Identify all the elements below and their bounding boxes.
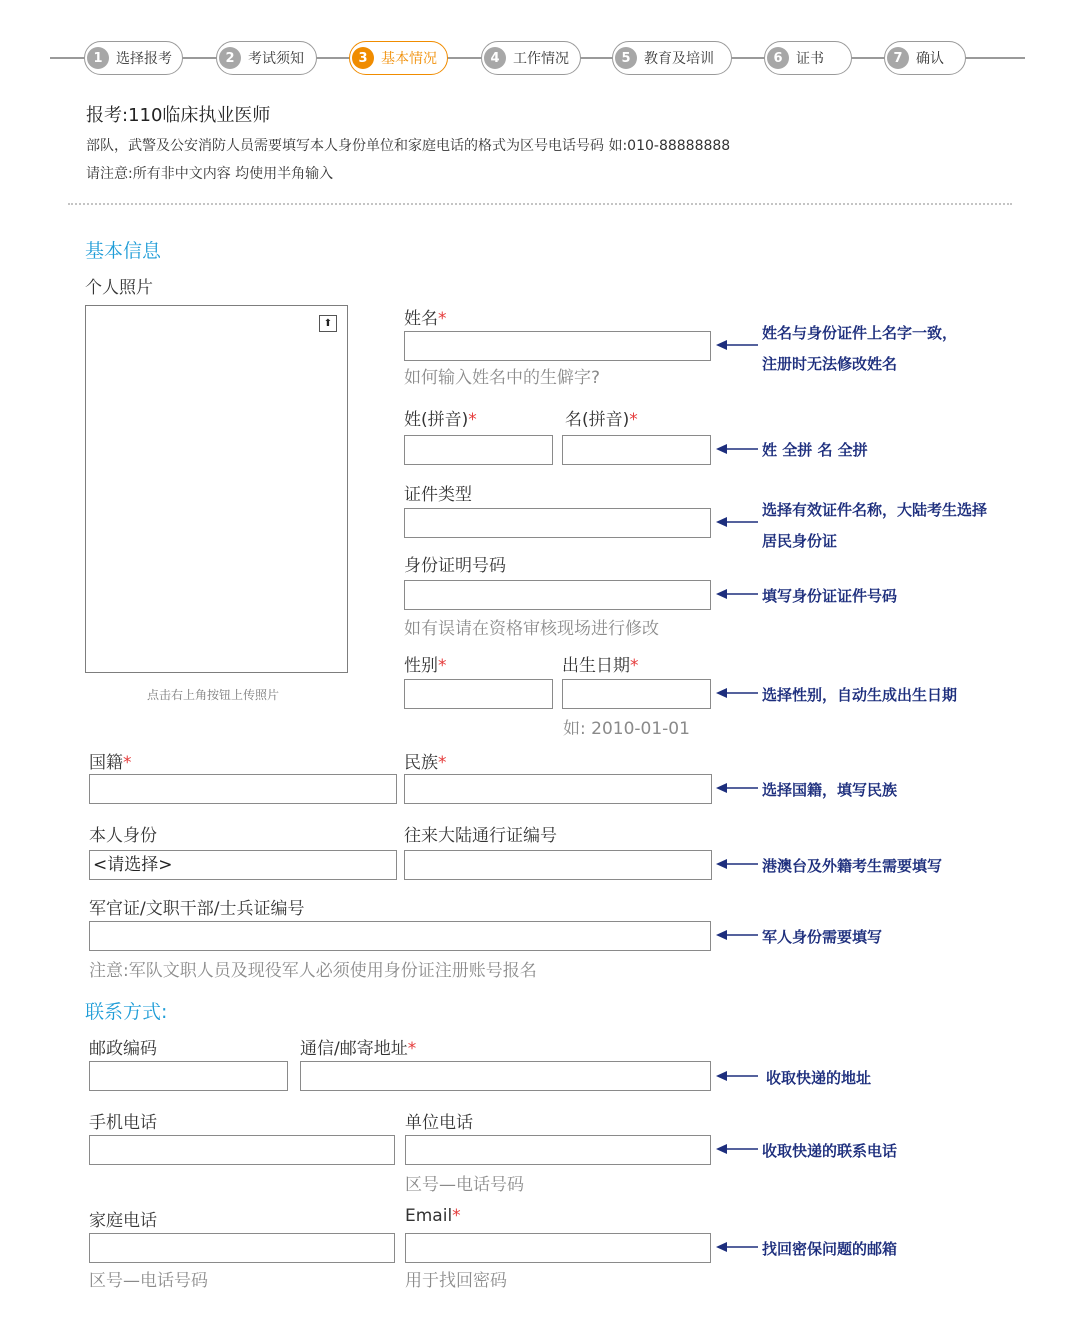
required-mark: * (438, 309, 447, 329)
annotation-pinyin: 姓 全拼 名 全拼 (762, 441, 868, 459)
step-number: 7 (887, 47, 909, 69)
birth-date-hint: 如: 2010-01-01 (563, 719, 690, 739)
arrow-left-icon (716, 1070, 758, 1082)
identity-select[interactable]: <请选择> (89, 850, 397, 880)
mobile-label: 手机电话 (89, 1113, 157, 1133)
step-label: 基本情况 (381, 51, 437, 67)
arrow-left-icon (716, 339, 758, 351)
email-label: Email* (405, 1206, 461, 1226)
step-number: 1 (87, 47, 109, 69)
step-6-certificate[interactable] (764, 41, 852, 75)
step-1-select-exam[interactable] (84, 41, 183, 75)
annotation-email: 找回密保问题的邮箱 (762, 1240, 898, 1258)
work-phone-input[interactable] (405, 1135, 711, 1165)
postal-code-label: 邮政编码 (89, 1039, 157, 1059)
arrow-left-icon (716, 929, 758, 941)
annotation-nationality: 选择国籍，填写民族 (762, 781, 898, 799)
id-number-hint: 如有误请在资格审核现场进行修改 (404, 619, 659, 639)
annotation-id-type-1: 选择有效证件名称，大陆考生选择 (762, 501, 988, 519)
annotation-id-type-2: 居民身份证 (762, 532, 838, 550)
photo-box (85, 305, 348, 673)
required-mark: * (438, 753, 447, 773)
photo-hint: 点击右上角按钮上传照片 (147, 688, 280, 702)
birth-date-label: 出生日期* (562, 656, 639, 676)
mainland-permit-label: 往来大陆通行证编号 (404, 826, 557, 846)
military-id-hint: 注意:军队文职人员及现役军人必须使用身份证注册账号报名 (89, 961, 537, 981)
arrow-left-icon (716, 443, 758, 455)
name-hint-link[interactable]: 如何输入姓名中的生僻字? (404, 368, 601, 388)
step-number: 4 (484, 47, 506, 69)
step-number: 6 (767, 47, 789, 69)
military-id-label: 军官证/文职干部/士兵证编号 (89, 899, 305, 919)
arrow-left-icon (716, 858, 758, 870)
step-label: 证书 (796, 51, 824, 67)
photo-label: 个人照片 (85, 278, 153, 298)
email-input[interactable] (405, 1233, 711, 1263)
required-mark: * (123, 753, 132, 773)
section-title-basic: 基本信息 (85, 240, 162, 262)
step-label: 确认 (916, 51, 944, 67)
work-phone-label: 单位电话 (405, 1113, 473, 1133)
given-pinyin-label: 名(拼音)* (565, 410, 638, 430)
annotation-gender: 选择性别，自动生成出生日期 (762, 686, 958, 704)
arrow-left-icon (716, 687, 758, 699)
mobile-input[interactable] (89, 1135, 395, 1165)
arrow-left-icon (716, 1241, 758, 1253)
annotation-military: 军人身份需要填写 (762, 928, 883, 946)
military-id-input[interactable] (89, 921, 711, 951)
id-type-label: 证件类型 (404, 485, 472, 505)
step-5-education[interactable] (612, 41, 732, 75)
annotation-name-2: 注册时无法修改姓名 (762, 355, 898, 373)
postal-code-input[interactable] (89, 1061, 288, 1091)
required-mark: * (630, 656, 639, 676)
nationality-label: 国籍* (89, 753, 132, 773)
annotation-name-1: 姓名与身份证件上名字一致， (762, 324, 958, 342)
step-7-confirm[interactable] (884, 41, 966, 75)
gender-label: 性别* (404, 656, 447, 676)
notice-phone-format: 部队，武警及公安消防人员需要填写本人身份单位和家庭电话的格式为区号电话号码 如:010-88888888 (86, 138, 731, 154)
ethnicity-label: 民族* (404, 753, 447, 773)
id-type-select[interactable] (404, 508, 711, 538)
step-2-exam-notice[interactable] (216, 41, 317, 75)
work-phone-hint: 区号—电话号码 (405, 1175, 524, 1195)
home-phone-hint: 区号—电话号码 (89, 1271, 208, 1291)
arrow-left-icon (716, 1143, 758, 1155)
step-label: 选择报考 (116, 51, 172, 67)
birth-date-input[interactable] (562, 679, 711, 709)
ethnicity-input[interactable] (404, 774, 712, 804)
section-title-contact: 联系方式: (85, 1001, 168, 1023)
home-phone-label: 家庭电话 (89, 1211, 157, 1231)
arrow-left-icon (716, 516, 758, 528)
surname-pinyin-input[interactable] (404, 435, 553, 465)
required-mark: * (468, 410, 477, 430)
address-label: 通信/邮寄地址* (300, 1039, 417, 1059)
step-number: 2 (219, 47, 241, 69)
id-number-input[interactable] (404, 580, 711, 610)
step-label: 考试须知 (248, 51, 304, 67)
annotation-address: 收取快递的地址 (766, 1069, 872, 1087)
surname-pinyin-label: 姓(拼音)* (404, 410, 477, 430)
arrow-left-icon (716, 782, 758, 794)
required-mark: * (407, 1039, 417, 1059)
required-mark: * (629, 410, 638, 430)
step-label: 教育及培训 (644, 51, 714, 67)
step-number: 3 (352, 47, 374, 69)
gender-select[interactable] (404, 679, 553, 709)
annotation-phone: 收取快递的联系电话 (762, 1142, 898, 1160)
name-label: 姓名* (404, 309, 447, 329)
home-phone-input[interactable] (89, 1233, 395, 1263)
address-input[interactable] (300, 1061, 711, 1091)
required-mark: * (438, 656, 447, 676)
email-hint: 用于找回密码 (405, 1271, 507, 1291)
step-4-work-info[interactable] (481, 41, 581, 75)
annotation-permit: 港澳台及外籍考生需要填写 (762, 857, 943, 875)
dotted-divider (68, 203, 1012, 205)
nationality-select[interactable] (89, 774, 397, 804)
mainland-permit-input[interactable] (404, 850, 712, 880)
step-label: 工作情况 (513, 51, 569, 67)
step-3-basic-info[interactable] (349, 41, 448, 75)
name-input[interactable] (404, 331, 711, 361)
annotation-id-number: 填写身份证证件号码 (762, 587, 898, 605)
step-number: 5 (615, 47, 637, 69)
required-mark: * (452, 1206, 461, 1226)
arrow-left-icon (716, 588, 758, 600)
exam-title: 报考:110临床执业医师 (86, 105, 271, 126)
upload-icon[interactable]: ⬆ (319, 315, 337, 332)
notice-half-width: 请注意:所有非中文内容 均使用半角输入 (86, 166, 334, 182)
id-number-label: 身份证明号码 (404, 556, 506, 576)
identity-label: 本人身份 (89, 826, 157, 846)
given-pinyin-input[interactable] (562, 435, 711, 465)
